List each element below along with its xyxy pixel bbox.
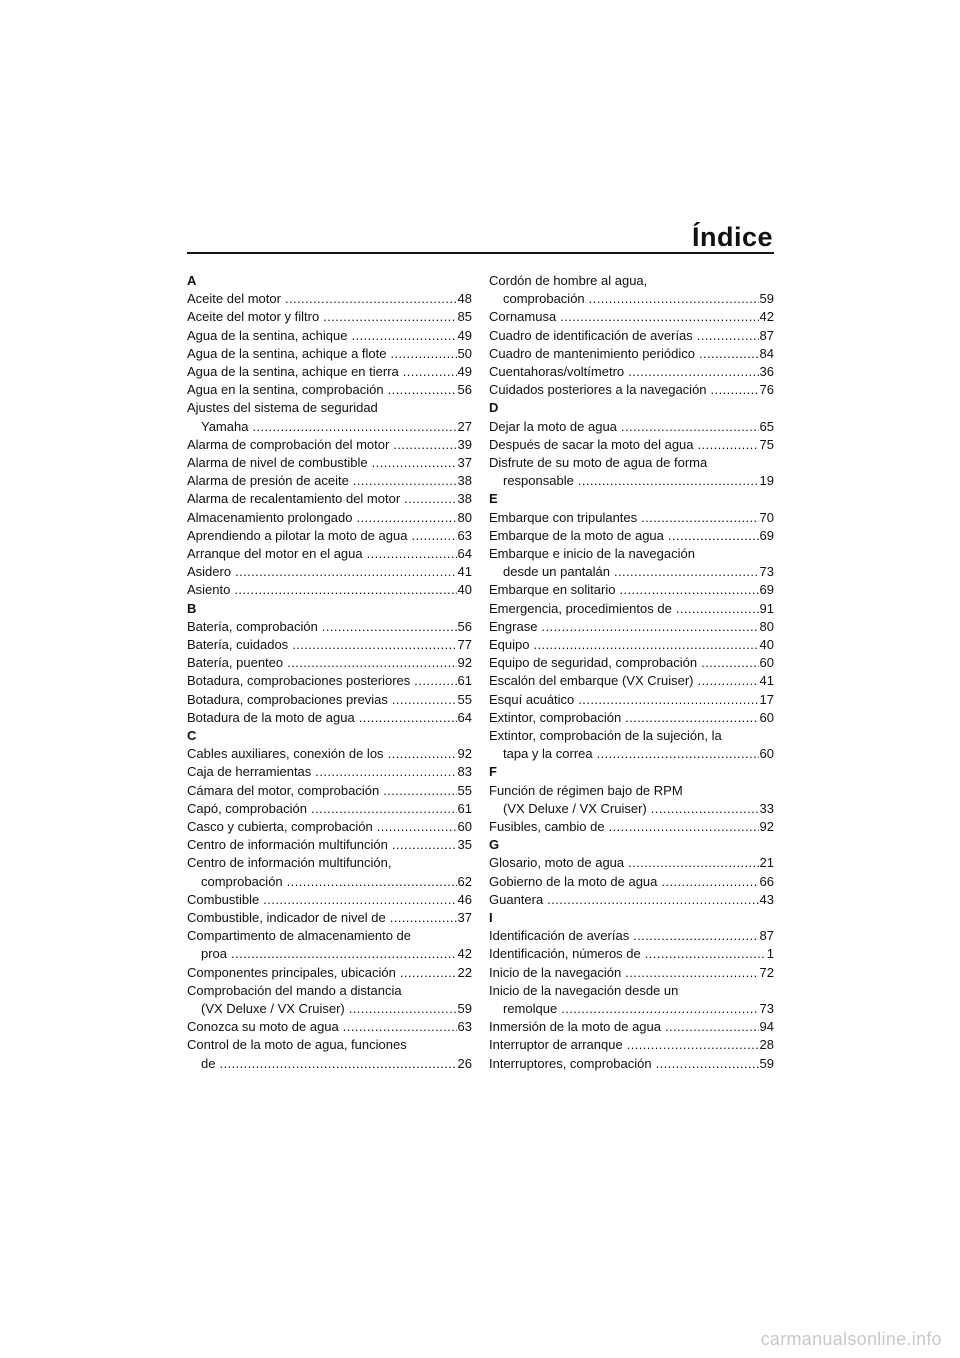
index-entry-page: 76	[759, 382, 774, 398]
index-entry	[187, 854, 472, 890]
index-entry-label: Comprobación del mando a distancia	[187, 982, 402, 998]
index-entry	[489, 527, 774, 545]
index-entry	[489, 654, 774, 672]
index-entry-page: 59	[457, 1001, 472, 1017]
index-entry-page: 38	[457, 491, 472, 507]
index-entry-label: Batería, comprobación .....	[187, 618, 457, 636]
index-entry-label: Equipo de seguridad, comprobación .....	[489, 654, 759, 672]
index-entry	[187, 290, 472, 308]
page-title: Índice	[691, 222, 773, 252]
index-entry	[489, 1055, 774, 1073]
index-entry-label: Interruptores, comprobación .....	[489, 1055, 759, 1073]
index-entry-page: 72	[759, 964, 774, 980]
index-entry-label: Botadura, comprobaciones posteriores .....	[187, 672, 457, 690]
index-entry-page: 48	[457, 291, 472, 307]
index-entry-label: Interruptor de arranque .....	[489, 1036, 759, 1054]
index-entry-page: 49	[457, 327, 472, 343]
index-entry	[489, 600, 774, 618]
index-letter-heading: A	[187, 273, 197, 288]
index-entry-label: Aceite del motor .....	[187, 290, 457, 308]
index-entry-page: 66	[759, 873, 774, 889]
index-entry-label: Agua de la sentina, achique .....	[187, 327, 457, 345]
index-entry-label: Ajustes del sistema de seguridad	[187, 400, 378, 416]
index-entry	[187, 964, 472, 982]
index-entry-label: Alarma de comprobación del motor .....	[187, 436, 457, 454]
index-entry-label-cont: comprobación .....	[201, 873, 457, 891]
index-letter-heading: I	[489, 910, 493, 926]
index-entry-page: 75	[759, 436, 774, 452]
index-entry	[489, 982, 774, 1018]
index-entry-label: Esquí acuático .....	[489, 691, 759, 709]
index-entry-page: 64	[457, 709, 472, 725]
index-entry-page: 42	[759, 309, 774, 325]
index-entry-label: Extintor, comprobación de la sujeción, la	[489, 728, 722, 744]
index-entry	[187, 381, 472, 399]
index-entry-page: 91	[759, 600, 774, 616]
index-entry-page: 49	[457, 364, 472, 379]
index-entry-label: Engrase .....	[489, 618, 759, 636]
index-entry	[489, 818, 774, 836]
index-entry-label: Cornamusa .....	[489, 308, 759, 326]
index-entry-page: 59	[759, 291, 774, 307]
index-entry-page: 33	[759, 800, 774, 816]
index-letter-heading: D	[489, 400, 499, 416]
index-entry-label: Alarma de nivel de combustible .....	[187, 454, 457, 472]
index-entry	[489, 381, 774, 399]
index-entry-label: Dejar la moto de agua .....	[489, 418, 759, 436]
index-entry-page: 55	[457, 691, 472, 707]
index-entry	[489, 854, 774, 872]
index-entry-label: Identificación, números de .....	[489, 945, 766, 963]
index-entry-label: Combustible .....	[187, 891, 457, 909]
index-entry-label: Casco y cubierta, comprobación .....	[187, 818, 457, 836]
index-entry-page: 46	[457, 891, 472, 907]
index-entry	[489, 945, 774, 963]
index-entry	[187, 800, 472, 818]
index-entry	[187, 618, 472, 636]
index-letter-heading: F	[489, 764, 497, 780]
index-entry	[187, 836, 472, 854]
index-entry-label: Centro de información multifunción,	[187, 855, 392, 871]
index-entry-label-cont: (VX Deluxe / VX Cruiser) .....	[201, 1000, 457, 1018]
index-entry-label: Después de sacar la moto del agua .....	[489, 436, 759, 454]
index-entry-label-cont: proa .....	[201, 945, 457, 963]
index-entry	[187, 927, 472, 963]
index-entry-page: 50	[457, 345, 472, 361]
index-entry-label: Emergencia, procedimientos de .....	[489, 600, 759, 618]
index-entry-label: Inicio de la navegación desde un	[489, 982, 679, 998]
index-entry-page: 37	[457, 455, 472, 471]
index-entry	[489, 545, 774, 581]
index-entry-label: Disfrute de su moto de agua de forma	[489, 455, 708, 471]
index-entry-page: 87	[759, 928, 774, 944]
index-entry-label: Alarma de presión de aceite .....	[187, 472, 457, 490]
index-entry-page: 60	[457, 819, 472, 835]
index-entry-page: 60	[759, 655, 774, 671]
index-entry-page: 41	[457, 564, 472, 580]
index-entry	[187, 691, 472, 709]
index-entry-page: 36	[759, 364, 774, 380]
index-entry-page: 59	[759, 1055, 774, 1071]
index-entry	[489, 873, 774, 891]
index-entry	[489, 1036, 774, 1054]
index-entry	[187, 782, 472, 800]
index-entry-label-cont: tapa y la correa .....	[503, 745, 759, 763]
index-entry-page: 61	[457, 673, 472, 689]
index-entry	[489, 418, 774, 436]
index-entry-label: Batería, puenteo .....	[187, 654, 457, 672]
index-entry-label: Inicio de la navegación .....	[489, 964, 759, 982]
index-entry-page: 35	[457, 837, 472, 853]
index-entry-label-cont: responsable .....	[503, 472, 759, 490]
index-entry-page: 40	[457, 582, 472, 598]
index-entry	[187, 709, 472, 727]
index-entry-page: 61	[457, 800, 472, 816]
index-entry-page: 80	[759, 618, 774, 634]
index-entry-page: 39	[457, 436, 472, 452]
index-entry-label: Aprendiendo a pilotar la moto de agua .....	[187, 527, 457, 545]
index-entry	[489, 618, 774, 636]
index-entry	[489, 345, 774, 363]
index-entry	[187, 818, 472, 836]
index-entry-label: Arranque del motor en el agua .....	[187, 545, 457, 563]
index-entry-page: 80	[457, 509, 472, 525]
index-entry-page: 28	[759, 1037, 774, 1053]
index-entry	[489, 581, 774, 599]
index-letter-heading: G	[489, 837, 500, 853]
index-entry-page: 27	[457, 418, 472, 434]
index-entry-label: Embarque con tripulantes .....	[489, 509, 759, 527]
index-entry-label: Centro de información multifunción .....	[187, 836, 457, 854]
index-entry	[187, 345, 472, 363]
index-entry-label-cont: desde un pantalán .....	[503, 563, 759, 581]
index-entry	[489, 436, 774, 454]
index-entry-label: Almacenamiento prolongado .....	[187, 509, 457, 527]
index-entry	[489, 927, 774, 945]
index-entry-page: 21	[759, 855, 774, 871]
index-entry	[187, 363, 472, 381]
index-entry-label: Batería, cuidados .....	[187, 636, 457, 654]
index-entry-page: 26	[457, 1055, 472, 1071]
index-entry	[489, 672, 774, 690]
index-entry-label: Combustible, indicador de nivel de .....	[187, 909, 457, 927]
index-entry-page: 85	[457, 309, 472, 325]
index-entry-page: 83	[457, 764, 472, 780]
index-entry-page: 63	[457, 1019, 472, 1035]
index-entry	[489, 272, 774, 308]
index-entry	[489, 891, 774, 909]
index-letter-heading: C	[187, 728, 197, 744]
index-entry	[489, 454, 774, 490]
index-entry-page: 87	[759, 327, 774, 343]
index-entry-page: 56	[457, 618, 472, 634]
index-entry-label: Capó, comprobación .....	[187, 800, 457, 818]
index-entry-label: Cuidados posteriores a la navegación .....	[489, 381, 759, 399]
index-entry-label-cont: de .....	[201, 1055, 457, 1073]
index-entry	[489, 308, 774, 326]
index-entry-label: Botadura de la moto de agua .....	[187, 709, 457, 727]
index-entry-label-cont: remolque .....	[503, 1000, 759, 1018]
index-entry-label: Caja de herramientas .....	[187, 763, 457, 781]
index-entry	[187, 308, 472, 326]
index-entry	[187, 763, 472, 781]
index-entry-label: Glosario, moto de agua .....	[489, 854, 759, 872]
index-entry-label: Asidero .....	[187, 563, 457, 581]
index-column-left	[187, 272, 472, 1073]
index-entry	[489, 691, 774, 709]
index-entry-page: 70	[759, 509, 774, 525]
index-entry-page: 42	[457, 946, 472, 962]
index-entry	[489, 509, 774, 527]
index-entry	[489, 709, 774, 727]
index-entry	[187, 891, 472, 909]
index-entry-page: 60	[759, 746, 774, 762]
index-entry-page: 73	[759, 1001, 774, 1017]
index-entry-label: Embarque de la moto de agua .....	[489, 527, 759, 545]
index-entry-label: Embarque e inicio de la navegación	[489, 546, 695, 562]
index-entry-page: 73	[759, 564, 774, 580]
index-entry-label: Compartimento de almacenamiento de	[187, 928, 412, 944]
index-entry-page: 69	[759, 582, 774, 598]
index-letter-heading: E	[489, 491, 498, 507]
index-entry	[187, 563, 472, 581]
index-entry	[489, 1018, 774, 1036]
index-entry	[187, 581, 472, 599]
index-entry	[187, 509, 472, 527]
index-entry-label: Cordón de hombre al agua,	[489, 273, 648, 288]
index-entry-label: Cuadro de mantenimiento periódico .....	[489, 345, 759, 363]
index-entry-label-cont: Yamaha .....	[201, 418, 457, 436]
index-entry-label: Alarma de recalentamiento del motor .....	[187, 490, 457, 508]
index-entry-label: Función de régimen bajo de RPM	[489, 782, 683, 798]
index-entry-label: Embarque en solitario .....	[489, 581, 759, 599]
index-entry-page: 22	[457, 964, 472, 980]
index-entry	[187, 527, 472, 545]
index-entry-page: 19	[759, 473, 774, 489]
index-entry-label: Cuadro de identificación de averías .....	[489, 327, 759, 345]
index-entry-page: 38	[457, 473, 472, 489]
index-entry-label: Componentes principales, ubicación .....	[187, 964, 457, 982]
watermark: carmanualsonline.info	[760, 1329, 942, 1349]
index-entry-page: 41	[759, 673, 774, 689]
index-entry-label: Guantera .....	[489, 891, 759, 909]
index-entry-page: 43	[759, 891, 774, 907]
index-entry-label: Conozca su moto de agua .....	[187, 1018, 457, 1036]
index-entry	[489, 363, 774, 381]
index-entry	[187, 636, 472, 654]
index-entry-label: Cuentahoras/voltímetro .....	[489, 363, 759, 381]
index-entry	[489, 964, 774, 982]
index-entry-page: 92	[457, 746, 472, 762]
index-entry-page: 92	[457, 655, 472, 671]
index-entry-page: 65	[759, 418, 774, 434]
index-entry-page: 64	[457, 546, 472, 562]
index-entry-label: Escalón del embarque (VX Cruiser) .....	[489, 672, 759, 690]
index-entry	[489, 327, 774, 345]
index-entry	[187, 436, 472, 454]
index-entry	[187, 745, 472, 763]
index-entry-label: Aceite del motor y filtro .....	[187, 308, 457, 326]
index-entry-label-cont: (VX Deluxe / VX Cruiser) .....	[503, 800, 759, 818]
index-entry-page: 56	[457, 382, 472, 398]
index-entry-page: 60	[759, 709, 774, 725]
index-entry-page: 17	[759, 691, 774, 707]
index-column-right	[489, 272, 774, 1073]
index-entry	[187, 472, 472, 490]
index-entry	[187, 545, 472, 563]
index-entry-label: Extintor, comprobación .....	[489, 709, 759, 727]
index-entry-page: 55	[457, 782, 472, 798]
index-entry	[187, 672, 472, 690]
index-letter-heading: B	[187, 600, 197, 616]
index-entry-page: 84	[759, 345, 774, 361]
index-entry	[187, 490, 472, 508]
index-entry-page: 92	[759, 819, 774, 835]
index-entry-page: 62	[457, 873, 472, 889]
index-entry-label: Gobierno de la moto de agua .....	[489, 873, 759, 891]
index-entry	[187, 399, 472, 435]
index-entry-page: 1	[766, 946, 774, 962]
index-entry-label: Control de la moto de agua, funciones	[187, 1037, 407, 1053]
index-entry-page: 37	[457, 910, 472, 926]
index-entry	[489, 782, 774, 818]
index-entry-page: 77	[457, 637, 472, 653]
index-entry	[187, 1036, 472, 1072]
index-entry	[187, 327, 472, 345]
index-entry	[489, 636, 774, 654]
index-entry	[489, 727, 774, 763]
index-entry-page: 63	[457, 527, 472, 543]
index-entry	[187, 1018, 472, 1036]
index-entry	[187, 654, 472, 672]
index-entry-label: Agua en la sentina, comprobación .....	[187, 381, 457, 399]
index-entry-label: Cables auxiliares, conexión de los .....	[187, 745, 457, 763]
index-entry	[187, 909, 472, 927]
index-entry	[187, 454, 472, 472]
index-entry-label: Equipo .....	[489, 636, 759, 654]
index-entry-page: 40	[759, 637, 774, 653]
index-entry-label: Asiento .....	[187, 581, 457, 599]
index-entry-label: Cámara del motor, comprobación .....	[187, 782, 457, 800]
title-rule	[187, 252, 774, 254]
index-entry-page: 94	[759, 1019, 774, 1035]
index-entry	[187, 982, 472, 1018]
index-entry-label: Botadura, comprobaciones previas .....	[187, 691, 457, 709]
index-entry-label: Identificación de averías .....	[489, 927, 759, 945]
index-entry-label: Fusibles, cambio de .....	[489, 818, 759, 836]
index-entry-label: Agua de la sentina, achique a flote .....	[187, 345, 457, 363]
index-entry-label: Inmersión de la moto de agua .....	[489, 1018, 759, 1036]
index-entry-page: 69	[759, 527, 774, 543]
index-entry-label: Agua de la sentina, achique en tierra .....	[187, 363, 457, 381]
index-entry-label-cont: comprobación .....	[503, 290, 759, 308]
